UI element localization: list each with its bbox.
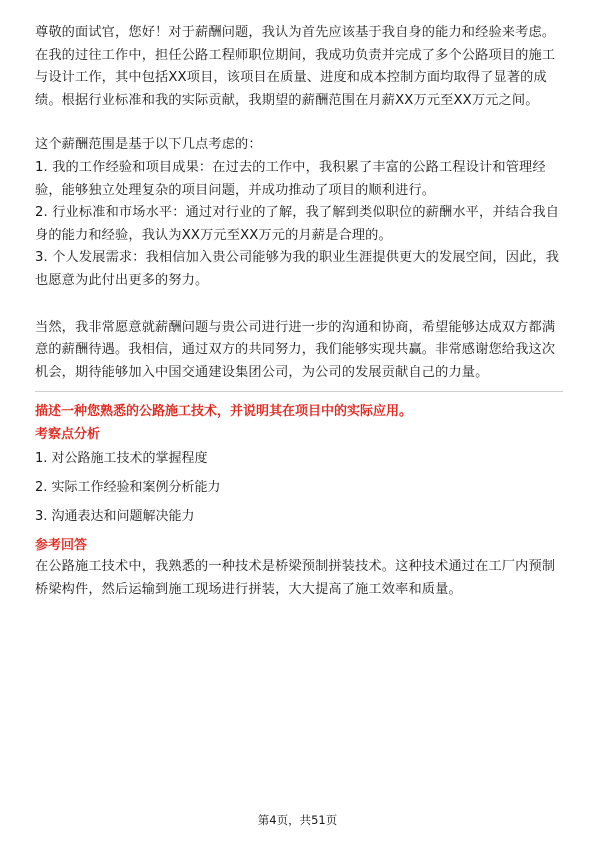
page-number: 第4页，共51页 bbox=[257, 813, 338, 827]
analysis-item: 2. 实际工作经验和案例分析能力 bbox=[35, 480, 221, 496]
analysis-heading: 考察点分析 bbox=[35, 427, 101, 443]
question-title: 描述一种您熟悉的公路施工技术，并说明其在项目中的实际应用。 bbox=[35, 404, 413, 420]
analysis-item: 3. 沟通表达和问题解决能力 bbox=[35, 509, 195, 525]
analysis-item: 1. 对公路施工技术的掌握程度 bbox=[35, 451, 208, 467]
section-divider bbox=[35, 391, 563, 392]
answer-point-2: 2. 行业标准和市场水平：通过对行业的了解，我了解到类似职位的薪酬水平，并结合我自身的能力和经验，我认为XX万元至XX万元的月薪是合理的。 bbox=[35, 205, 560, 243]
answer-point-1: 1. 我的工作经验和项目成果：在过去的工作中，我积累了丰富的公路工程设计和管理经验，能够独立处理复杂的项目问题，并成功推动了项目的顺利进行。 bbox=[35, 159, 546, 198]
reference-answer: 在公路施工技术中，我熟悉的一种技术是桥梁预制拼装技术。这种技术通过在工厂内预制桥梁构件，然后运输到施工现场进行拼装，大大提高了施工效率和质量。 bbox=[35, 559, 556, 597]
reference-heading: 参考回答 bbox=[35, 538, 88, 554]
answer-paragraph-1: 尊敬的面试官，您好！对于薪酬问题，我认为首先应该基于我自身的能力和经验来考虑。在我的过往工作中，担任公路工程师职位期间，我成功负责并完成了多个公路项目的施工与设计工作，其中包括XX项目，该项目在质量、进度和成本控制方面均取得了显著的成绩。根据行业标准和我的实际贡献，我期望的薪酬范围在月薪XX万元至XX万元之间。 bbox=[35, 25, 556, 108]
answer-lead: 这个薪酬范围是基于以下几点考虑的： bbox=[35, 137, 262, 153]
answer-closing: 当然，我非常愿意就薪酬问题与贵公司进行进一步的沟通和协商，希望能够达成双方都满意的薪酬待遇。我相信，通过双方的共同努力，我们能够实现共赢。非常感谢您给我这次机会，期待能够加入中国交通建设集团公司，为公司的发展贡献自己的力量。 bbox=[35, 319, 556, 380]
answer-point-3: 3. 个人发展需求：我相信加入贵公司能够为我的职业生涯提供更大的发展空间，因此，我也愿意为此付出更多的努力。 bbox=[35, 250, 560, 288]
document-page bbox=[35, 22, 563, 602]
